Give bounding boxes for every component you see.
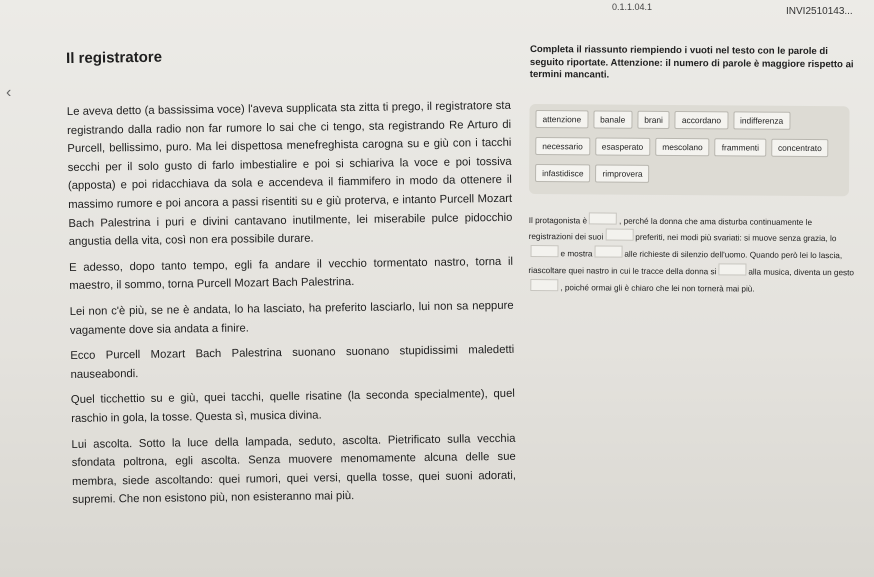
cloze-text: , perché la donna che ama disturba continuamente le registrazioni dei suoi — [528, 216, 813, 242]
word-chip[interactable]: infastidisce — [535, 164, 591, 182]
word-chip[interactable]: banale — [593, 110, 632, 128]
cloze-text: e mostra — [560, 249, 593, 259]
blank-3[interactable] — [531, 245, 559, 257]
cloze-text: preferiti, nei modi più svariati: si muove senza grazia, lo — [635, 233, 837, 244]
cloze-text: alle richieste di silenzio dell'uomo. Quando però lei lo lascia, riascoltare quei nastro in cui le tracce della donna si — [528, 249, 843, 277]
cloze-summary — [528, 211, 855, 297]
blank-4[interactable] — [594, 246, 622, 258]
word-chip[interactable]: frammenti — [715, 138, 766, 156]
story-paragraph: E adesso, dopo tanto tempo, egli fa andare il vecchio tormentato nastro, torna il maestro, il sommo, torna Purcell Mozart Bach Palestrina. — [68, 255, 514, 293]
word-bank — [529, 103, 850, 195]
chevron-left-icon[interactable]: ‹ — [6, 84, 12, 101]
blank-2[interactable] — [605, 229, 633, 241]
page-title: Il registratore — [66, 48, 163, 67]
story-paragraph: Ecco Purcell Mozart Bach Palestrina suonano suonano stupidissimi maledetti nauseabondi. — [70, 343, 515, 381]
word-chip[interactable]: necessario — [535, 137, 590, 155]
blank-5[interactable] — [718, 263, 746, 275]
story-paragraph: Quel ticchettio su e giù, quei tacchi, quelle risatine (la seconda specialmente), quel raschio in gola, la tosse. Questa sì, musica divina. — [70, 388, 515, 425]
story-column — [66, 44, 516, 517]
story-paragraph: Lui ascolta. Sotto la luce della lampada, seduto, ascolta. Pietrificato sulla vecchia sfondata poltrona, egli ascolta. Senza muovere menomamente alcuna delle sue membra, siede ascoltando: quei rumori, quei versi, quella tosse, quei suoni adorati, supremi. Che non esistono più, non esisteranno mai più. — [71, 432, 517, 507]
story-text — [67, 97, 517, 510]
word-chip[interactable]: rimprovera — [595, 164, 649, 182]
cloze-text: , poiché ormai gli è chiaro che lei non tornerà mai più. — [560, 282, 755, 294]
word-chip[interactable]: attenzione — [535, 110, 588, 128]
blank-6[interactable] — [530, 279, 558, 291]
exercise-instruction: Completa il riassunto riempiendo i vuoti nel testo con le parole di seguito riportate. Attenzione: il numero di parole è maggiore rispetto ai termini mancanti. — [529, 44, 854, 81]
cloze-text: alla musica, diventa un gesto — [748, 267, 855, 278]
word-chip[interactable]: accordano — [675, 111, 728, 129]
word-chip[interactable]: brani — [637, 110, 670, 128]
exercise-column — [528, 44, 864, 298]
cloze-text: Il protagonista è — [528, 215, 588, 225]
story-paragraph: Le aveva detto (a bassissima voce) l'aveva supplicata sta zitta ti prego, il registratore sta registrando dalla radio non far rumore lo sai che ci tengo, sta registrando Re Arturo di Purcell, bellissimo, puro. Ma lei dispettosa menefreghista carogna su e giù con i tacchi secchi per il solo gusto di farlo imbestialire e poi si schiariva la voce e poi tossiva (apposta) e poi ridacchiava da sola e accendeva il fiammifero in modo da ottenere il massimo rumore e poi ancora a passi risentiti su e giù proterva, e intanto Purcell Mozart Bach Palestrina i puri e divini cantavano inutilmente, lei miserabile pulce pidocchio angustia della vita, così non era possibile durare. — [66, 99, 513, 249]
story-paragraph: Lei non c'è più, se ne è andata, lo ha lasciato, ha preferito lasciarlo, lui non sa neppure vagamente dove sia andata a finire. — [69, 299, 514, 337]
word-chip[interactable]: mescolano — [655, 137, 710, 155]
word-chip[interactable]: esasperato — [595, 137, 651, 155]
document-id: INVI2510143... — [786, 6, 853, 17]
word-chip[interactable]: indifferenza — [733, 111, 790, 129]
header-code: 0.1.1.04.1 — [612, 2, 653, 12]
blank-1[interactable] — [589, 212, 617, 224]
word-chip[interactable]: concentrato — [771, 138, 829, 156]
